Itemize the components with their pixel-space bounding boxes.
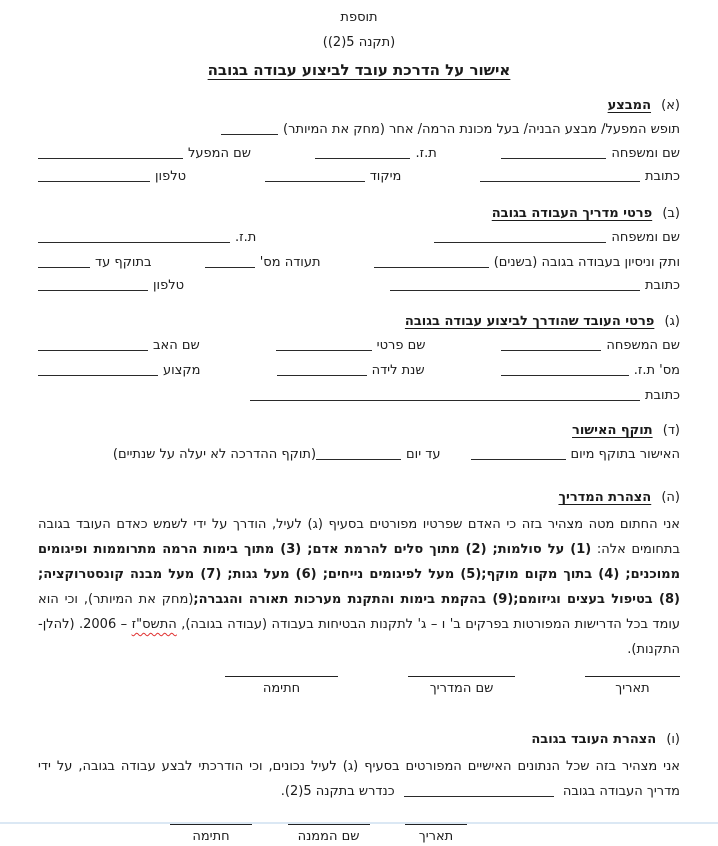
hebrew-year-spellchecked: התשס"ז (131, 617, 177, 632)
appointer-name-sig-label: שם הממנה (297, 829, 360, 844)
section-f-heading (38, 730, 680, 750)
executor-phone-label: טלפון (155, 169, 187, 184)
instructor-date-signature-line (585, 676, 680, 677)
instructor-seniority-field (374, 253, 680, 273)
executor-address-row (38, 167, 680, 187)
worker-profession-field (38, 361, 200, 381)
section-c-title: פרטי העובד שהודרך לביצוע עבודה בגובה (404, 314, 655, 329)
instructor-seniority-blank (374, 254, 489, 268)
executor-phone-field (38, 167, 186, 187)
declaration-work-domains-list: (1) על סולמות; (2) מתוך סלים להרמת אדם; (3) מתוך בימות הרמה מתרוממות ופיגומים ממוכנים; (4) בתוך מקום מוקף;(5) מעל לפיגומים נייחים; (6) מעל גגות; (7) מעל מבנה קונסטרוקציה; (8) בטיפול בעצים וגיזומם;(9) בהקמת בימות והתקנת מערכות תאורה והגברה; (38, 542, 680, 607)
section-a-heading (38, 96, 680, 116)
worker-id-row (38, 361, 680, 381)
worker-first-field (276, 336, 426, 356)
doc-regulation-ref: (תקנה 5(2)) (322, 35, 396, 50)
executor-name-label: שם ומשפחה (611, 146, 680, 161)
section-f-title: הצהרת העובד בגובה (531, 732, 657, 747)
worker-first-label: שם פרטי (376, 338, 426, 353)
instructor-phone-label: טלפון (153, 278, 185, 293)
worker-address-row (38, 386, 680, 406)
instructor-certificate-blank (205, 254, 255, 268)
section-a-number: (א) (661, 98, 680, 113)
instructor-valid-until-label: בתוקף עד (95, 255, 152, 270)
instructor-valid-until-blank (38, 254, 90, 268)
instructor-name-blank (434, 229, 606, 243)
executor-plant-label: שם המפעל (188, 146, 251, 161)
instructor-certificate-field (205, 253, 321, 273)
instructor-signature-label: חתימה (262, 681, 301, 696)
declaration-text-1: אני החתום מטה מצהיר בזה כי האדם שפרטיו מפורטים בסעיף (ג) לעיל, הודרך על ידי לשמש כאדם העובד בגובה בתחומים אלה: (38, 517, 680, 557)
instructor-seniority-label: ותק וניסיון בעבודה בגובה (בשנים) (493, 255, 680, 270)
instructor-signature-column (225, 676, 338, 698)
instructor-signature-line (225, 676, 338, 677)
executor-plant-blank (38, 145, 183, 159)
instructor-name-label: שם ומשפחה (611, 230, 680, 245)
worker-declaration-text-1: אני מצהיר בזה שכל הנתונים האישיים המפורטים בסעיף (ג) לעיל נכונים, וכי הודרכתי לבצע עבודה בגובה, על ידי מדריך העבודה בגובה (38, 759, 680, 799)
section-f-number: (ו) (666, 732, 680, 747)
instructor-valid-until-field (38, 253, 152, 273)
instructor-address-blank (390, 277, 640, 291)
appointer-signature-line (170, 824, 252, 825)
section-c-heading (38, 312, 680, 332)
instructor-name-field (434, 228, 680, 248)
instructor-phone-field (38, 276, 184, 296)
section-d-number: (ד) (662, 423, 680, 438)
worker-profession-label: מקצוע (163, 363, 201, 378)
worker-name-row (38, 336, 680, 356)
instructor-certificate-label: תעודה מס' (259, 255, 321, 270)
instructor-name-column (408, 676, 515, 698)
worker-father-field (38, 336, 200, 356)
executor-address-field (480, 167, 680, 187)
worker-id-field (501, 361, 680, 381)
executor-address-blank (480, 168, 640, 182)
section-e-title: הצהרת המדריך (558, 490, 652, 505)
section-d-heading (38, 421, 680, 441)
executor-zip-field (265, 167, 402, 187)
appointer-name-signature-line (288, 824, 370, 825)
section-b-title: פרטי מדריך העבודה בגובה (491, 206, 653, 221)
section-b-heading (38, 204, 680, 224)
executor-address-label: כתובת (644, 169, 680, 184)
instructor-date-label: תאריך (615, 681, 650, 696)
doc-supplement: תוספת (340, 10, 378, 25)
instructor-seniority-row (38, 253, 680, 273)
executor-plant-field (38, 144, 251, 164)
worker-first-blank (276, 337, 372, 351)
section-d-title: תוקף האישור (572, 423, 653, 438)
executor-id-field (315, 144, 436, 164)
executor-name-blank (501, 145, 606, 159)
appointer-date-column (405, 824, 467, 846)
instructor-date-column (585, 676, 680, 698)
declaration-text-2: (מחק את המיותר), וכי הוא עומד בכל הדרישות המפורטות בפרקים ב' ו – ג' לתקנות הבטיחות בעבודה (עבודה בגובה), (38, 592, 681, 632)
instructor-address-row (38, 276, 680, 296)
worker-birth-label: שנת לידה (371, 363, 425, 378)
section-a-title: המבצע (607, 98, 652, 113)
section-e-number: (ה) (661, 490, 680, 505)
appointer-signature-column (170, 824, 252, 846)
section-c-number: (ג) (664, 314, 680, 329)
declaration-text-3: – 2006. (להלן- התקנות). (38, 617, 680, 657)
instructor-signature-block (225, 676, 680, 698)
worker-father-blank (38, 337, 148, 351)
executor-zip-label: מיקוד (369, 169, 402, 184)
validity-from-label: האישור בתוקף מיום (570, 447, 680, 462)
instructor-name-signature-line (408, 676, 515, 677)
worker-id-label: מס' ת.ז. (633, 363, 680, 378)
worker-declaration-instructor-name-blank (404, 783, 554, 797)
viewport-bottom-edge (0, 822, 718, 824)
section-b-number: (ב) (662, 206, 680, 221)
executor-phone-blank (38, 168, 150, 182)
worker-address-label: כתובת (644, 388, 680, 403)
worker-id-blank (501, 362, 629, 376)
validity-until-blank (316, 446, 401, 460)
section-e-heading (38, 488, 680, 508)
appointer-signature-block (170, 824, 467, 846)
worker-profession-blank (38, 362, 158, 376)
instructor-phone-blank (38, 277, 148, 291)
instructor-name-row (38, 228, 680, 248)
executor-type-blank (221, 121, 278, 135)
instructor-address-field (390, 276, 680, 296)
worker-father-label: שם האב (153, 338, 200, 353)
worker-address-blank (250, 387, 640, 401)
worker-family-label: שם המשפחה (606, 338, 680, 353)
instructor-id-field (38, 228, 256, 248)
executor-name-row (38, 144, 680, 164)
worker-family-blank (501, 337, 601, 351)
validity-until-label: עד יום (406, 447, 441, 462)
appointer-signature-label: חתימה (192, 829, 230, 844)
executor-type-label: תופש המפעל/ מבצע הבניה/ בעל מכונת הרמה/ אחר (מחק את המיותר) (283, 122, 680, 137)
validity-from-blank (471, 446, 566, 460)
worker-birth-field (277, 361, 425, 381)
validity-note: (תוקף ההדרכה לא יעלה על שנתיים) (112, 447, 317, 462)
executor-type-line (38, 120, 680, 140)
worker-family-field (501, 336, 680, 356)
worker-birth-blank (277, 362, 367, 376)
executor-name-field (501, 144, 680, 164)
instructor-id-label: ת.ז. (235, 230, 257, 245)
instructor-address-label: כתובת (644, 278, 680, 293)
worker-declaration-text-2: כנדרש בתקנה 5(2). (280, 784, 395, 799)
executor-id-label: ת.ז. (415, 146, 437, 161)
validity-row (38, 445, 680, 465)
doc-title: אישור על הדרכת עובד לביצוע עבודה בגובה (207, 61, 511, 79)
instructor-id-blank (38, 229, 230, 243)
appointer-date-label: תאריך (418, 829, 454, 844)
instructor-declaration-paragraph (38, 512, 680, 662)
worker-declaration-paragraph (38, 754, 680, 804)
executor-zip-blank (265, 168, 365, 182)
instructor-name-sig-label: שם המדריך (429, 681, 494, 696)
appointer-date-signature-line (405, 824, 467, 825)
executor-id-blank (315, 145, 410, 159)
appointer-name-column (288, 824, 370, 846)
